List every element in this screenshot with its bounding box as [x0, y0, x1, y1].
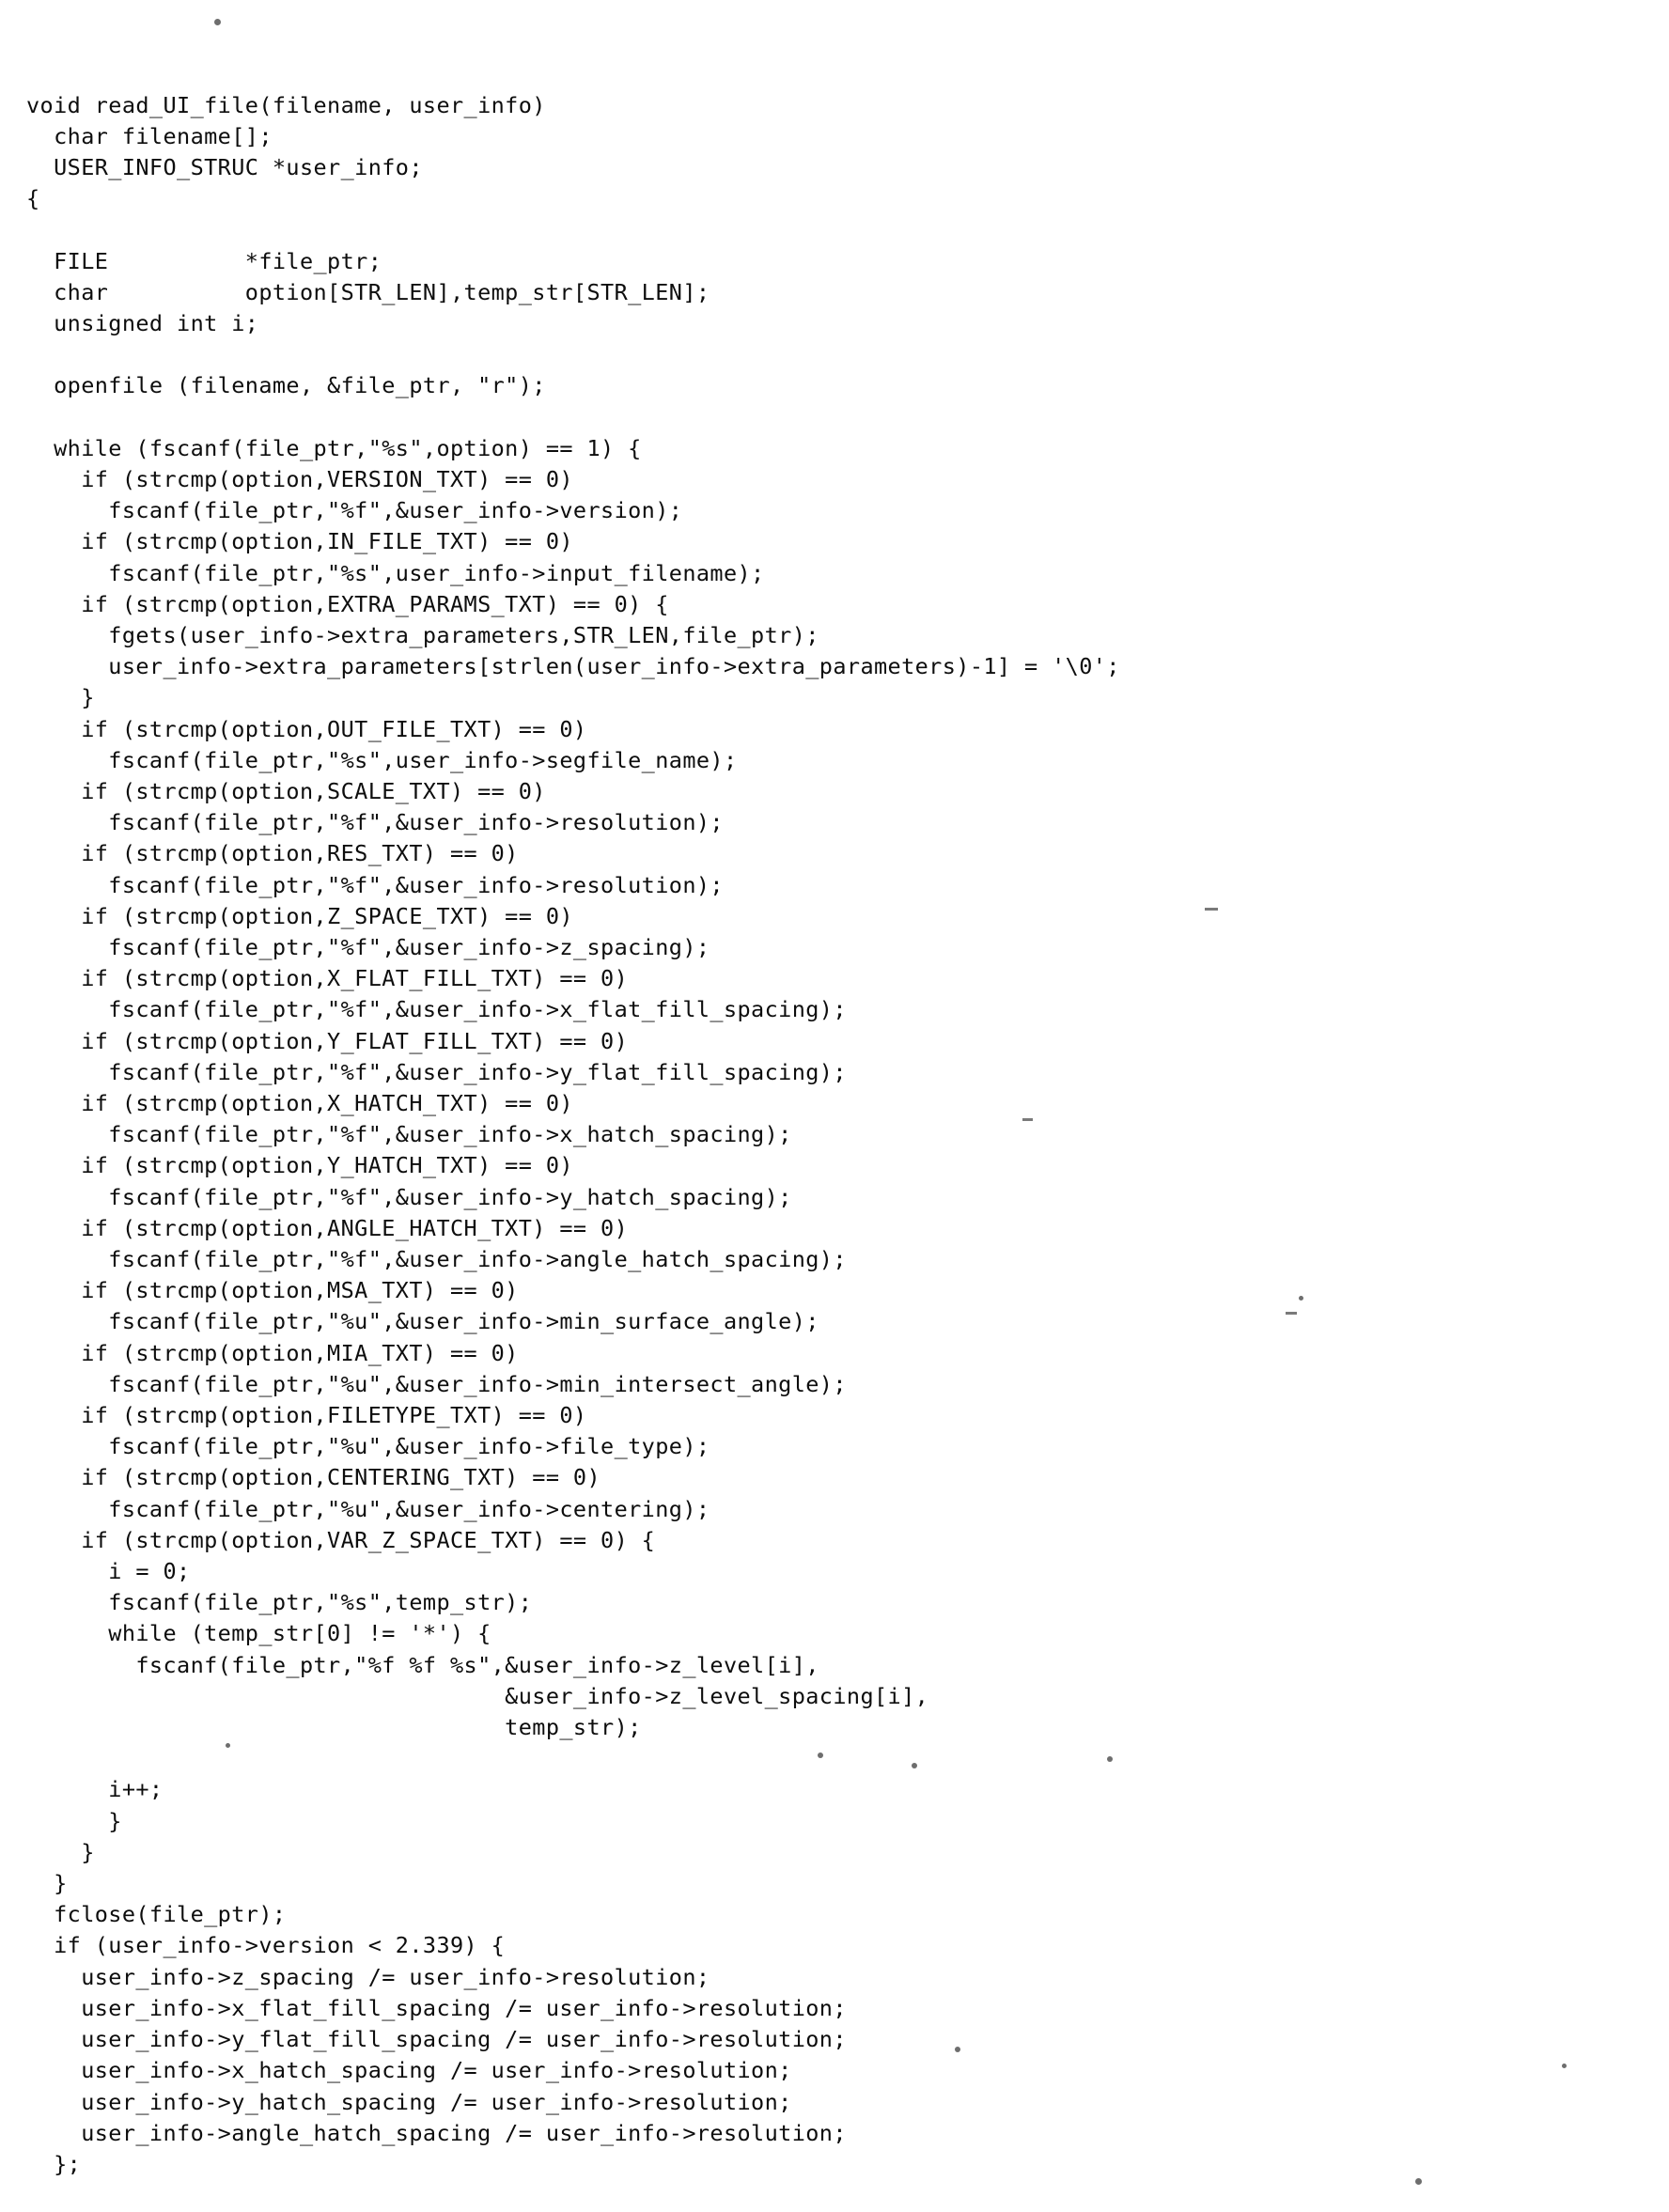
scan-speck [214, 19, 221, 25]
source-code-listing: void read_UI_file(filename, user_info) char filename[]; USER_INFO_STRUC *user_info; { FILE *file_ptr; char option[STR_LEN],temp_str[STR_LEN]; unsigned int i; openfile (filename, &file_ptr, "r"); while (fscanf(file_ptr,"%s",option) == 1) { if (strcmp(option,VERSION_TXT) == 0) fscanf(file_ptr,"%f",&user_info->version); if (strcmp(option,IN_FILE_TXT) == 0) fscanf(file_ptr,"%s",user_info->input_filename); if (strcmp(option,EXTRA_PARAMS_TXT) == 0) { fgets(user_info->extra_parameters,STR_LEN,file_ptr); user_info->extra_parameters[strlen(user_info->extra_parameters)-1] = '\0'; } if (strcmp(option,OUT_FILE_TXT) == 0) fscanf(file_ptr,"%s",user_info->segfile_name); if (strcmp(option,SCALE_TXT) == 0) fscanf(file_ptr,"%f",&user_info->resolution); if (strcmp(option,RES_TXT) == 0) fscanf(file_ptr,"%f",&user_info->resolution); if (strcmp(option,Z_SPACE_TXT) == 0) fscanf(file_ptr,"%f",&user_info->z_spacing); if (strcmp(option,X_FLAT_FILL_TXT) == 0) fscanf(file_ptr,"%f",&user_info->x_flat_fill_spacing); if (strcmp(option,Y_FLAT_FILL_TXT) == 0) fscanf(file_ptr,"%f",&user_info->y_flat_fill_spacing); if (strcmp(option,X_HATCH_TXT) == 0) fscanf(file_ptr,"%f",&user_info->x_hatch_spacing); if (strcmp(option,Y_HATCH_TXT) == 0) fscanf(file_ptr,"%f",&user_info->y_hatch_spacing); if (strcmp(option,ANGLE_HATCH_TXT) == 0) fscanf(file_ptr,"%f",&user_info->angle_hatch_spacing); if (strcmp(option,MSA_TXT) == 0) fscanf(file_ptr,"%u",&user_info->min_surface_angle); if (strcmp(option,MIA_TXT) == 0) fscanf(file_ptr,"%u",&user_info->min_intersect_angle); if (strcmp(option,FILETYPE_TXT) == 0) fscanf(file_ptr,"%u",&user_info->file_type); if (strcmp(option,CENTERING_TXT) == 0) fscanf(file_ptr,"%u",&user_info->centering); if (strcmp(option,VAR_Z_SPACE_TXT) == 0) { i = 0; fscanf(file_ptr,"%s",temp_str); while (temp_str[0] != '*') { fscanf(file_ptr,"%f %f %s",&user_info->z_level[i], &user_info->z_level_spacing[i], temp_str); i++; } } } fclose(file_ptr); if (user_info->version < 2.339) { user_info->z_spacing /= user_info->resolution; user_info->x_flat_fill_spacing /= user_info->resolution; user_info->y_flat_fill_spacing /= user_info->resolution; user_info->x_hatch_spacing /= user_info->resolution; user_info->y_hatch_spacing /= user_info->resolution; user_info->angle_hatch_spacing /= user_info->resolution; }; [26, 91, 1120, 2177]
